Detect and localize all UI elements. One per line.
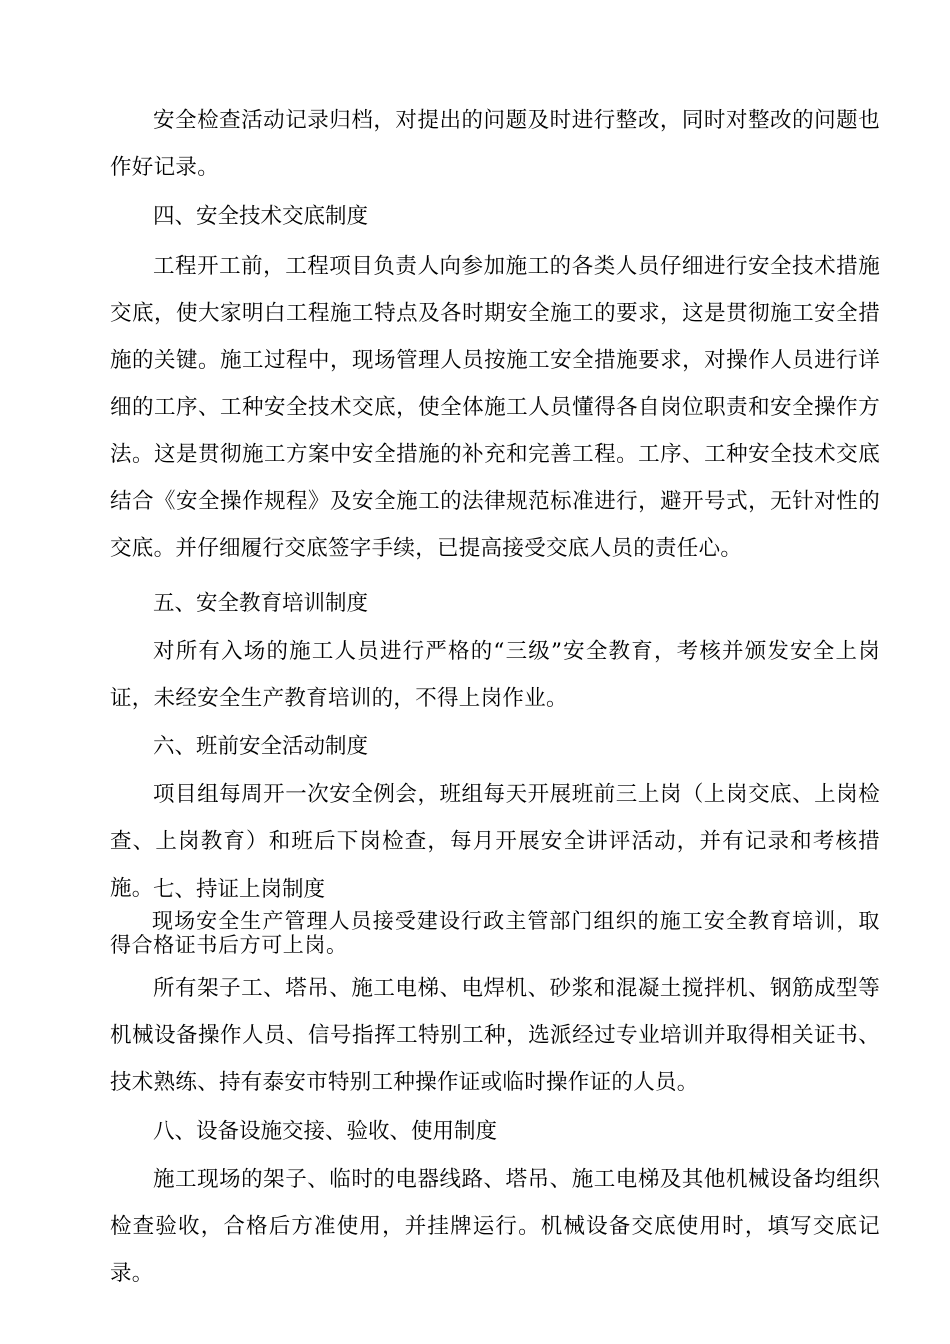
heading-equipment-handover-acceptance: 八、设备设施交接、验收、使用制度 bbox=[153, 1119, 498, 1144]
heading-certified-posting: 七、持证上岗制度 bbox=[153, 877, 326, 902]
paragraph-equipment-handover-acceptance: 施工现场的架子、临时的电器线路、塔吊、施工电梯及其他机械设备均组织检查验收，合格后方准使用，并挂牌运行。机械设备交底使用时，填写交底记录。 bbox=[110, 1167, 880, 1286]
paragraph-management-certification: 现场安全生产管理人员接受建设行政主管部门组织的施工安全教育培训，取得合格证书后方可上岗。 bbox=[110, 909, 880, 957]
paragraph-safety-technical-briefing: 工程开工前，工程项目负责人向参加施工的各类人员仔细进行安全技术措施交底，使大家明白工程施工特点及各时期安全施工的要求，这是贯彻施工安全措施的关键。施工过程中，现场管理人员按施工安全措施要求，对操作人员进行详细的工序、工种安全技术交底，使全体施工人员懂得各自岗位职责和安全操作方法。这是贯彻施工方案中安全措施的补充和完善工程。工序、工种安全技术交底结合《安全操作规程》及安全施工的法律规范标准进行，避开号式，无针对性的交底。并仔细履行交底签字手续，已提高接受交底人员的责任心。 bbox=[110, 254, 880, 561]
heading-safety-education-training: 五、安全教育培训制度 bbox=[153, 591, 369, 616]
paragraph-inspection-records: 安全检查活动记录归档，对提出的问题及时进行整改，同时对整改的问题也作好记录。 bbox=[110, 108, 880, 180]
heading-pre-shift-safety-activity: 六、班前安全活动制度 bbox=[153, 734, 369, 759]
paragraph-safety-education-training: 对所有入场的施工人员进行严格的“三级”安全教育，考核并颁发安全上岗证，未经安全生产教育培训的，不得上岗作业。 bbox=[110, 639, 880, 711]
paragraph-special-operator-certification: 所有架子工、塔吊、施工电梯、电焊机、砂浆和混凝土搅拌机、钢筋成型等机械设备操作人员、信号指挥工特别工种，选派经过专业培训并取得相关证书、技术熟练、持有泰安市特别工种操作证或临时操作证的人员。 bbox=[110, 976, 880, 1095]
heading-safety-technical-briefing: 四、安全技术交底制度 bbox=[153, 204, 369, 229]
paragraph-pre-shift-safety-activity: 项目组每周开一次安全例会，班组每天开展班前三上岗（上岗交底、上岗检查、上岗教育）和班后下岗检查，每月开展安全讲评活动，并有记录和考核措施。 bbox=[110, 782, 880, 901]
